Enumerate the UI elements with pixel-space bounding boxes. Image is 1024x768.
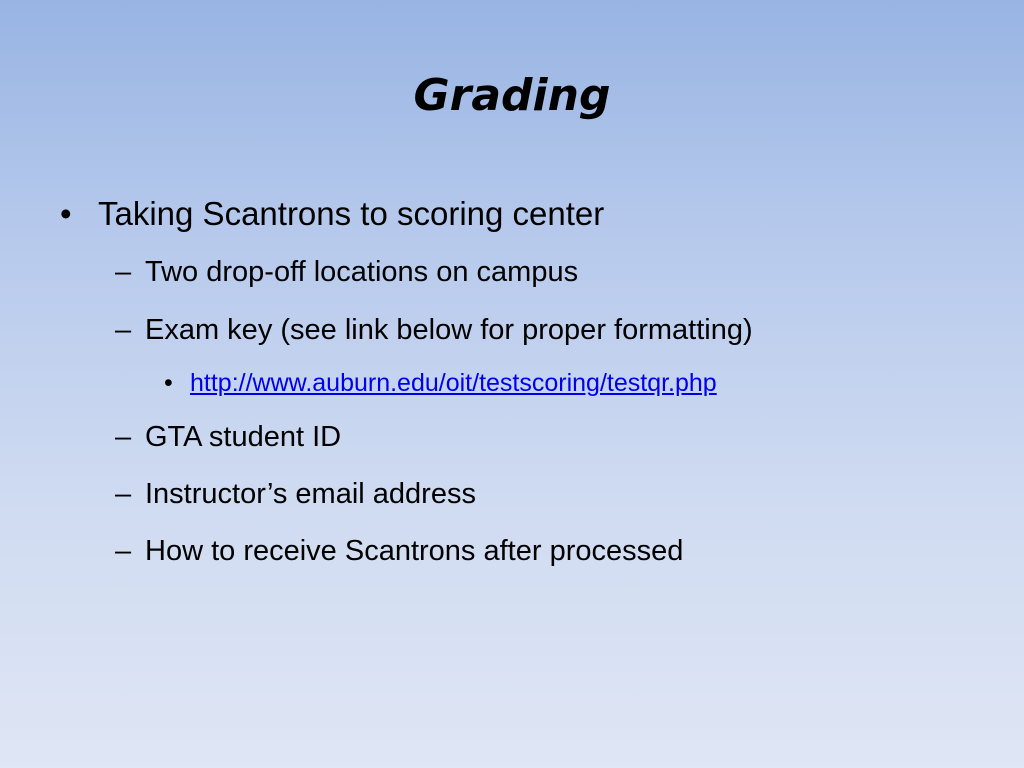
subbullet-receive-scantrons bbox=[115, 537, 683, 566]
subbullet-text: Exam key (see link below for proper formatting) bbox=[145, 314, 753, 346]
bullet-marker: • bbox=[60, 195, 72, 232]
slide-title: Grading bbox=[413, 70, 611, 121]
subbullet-text: Instructor’s email address bbox=[145, 478, 476, 510]
dash-marker: – bbox=[115, 314, 132, 346]
dash-marker: – bbox=[115, 478, 132, 510]
testscoring-link[interactable]: http://www.auburn.edu/oit/testscoring/testqr.php bbox=[190, 369, 717, 397]
bullet-text: Taking Scantrons to scoring center bbox=[98, 195, 605, 232]
dash-marker: – bbox=[115, 421, 132, 453]
subbullet-text: Two drop-off locations on campus bbox=[145, 256, 579, 288]
dash-marker: – bbox=[115, 256, 132, 288]
dash-marker: – bbox=[115, 535, 132, 567]
subsubbullet-link-item bbox=[164, 371, 717, 396]
subbullet-exam-key bbox=[115, 316, 753, 345]
subbullet-text: How to receive Scantrons after processed bbox=[145, 535, 684, 567]
subbullet-drop-off-locations bbox=[115, 258, 578, 287]
subbullet-text: GTA student ID bbox=[145, 421, 342, 453]
subbullet-gta-student-id bbox=[115, 423, 341, 452]
bullet-taking-scantrons bbox=[60, 197, 604, 230]
bullet-marker: • bbox=[164, 369, 173, 397]
subbullet-instructor-email bbox=[115, 480, 476, 509]
